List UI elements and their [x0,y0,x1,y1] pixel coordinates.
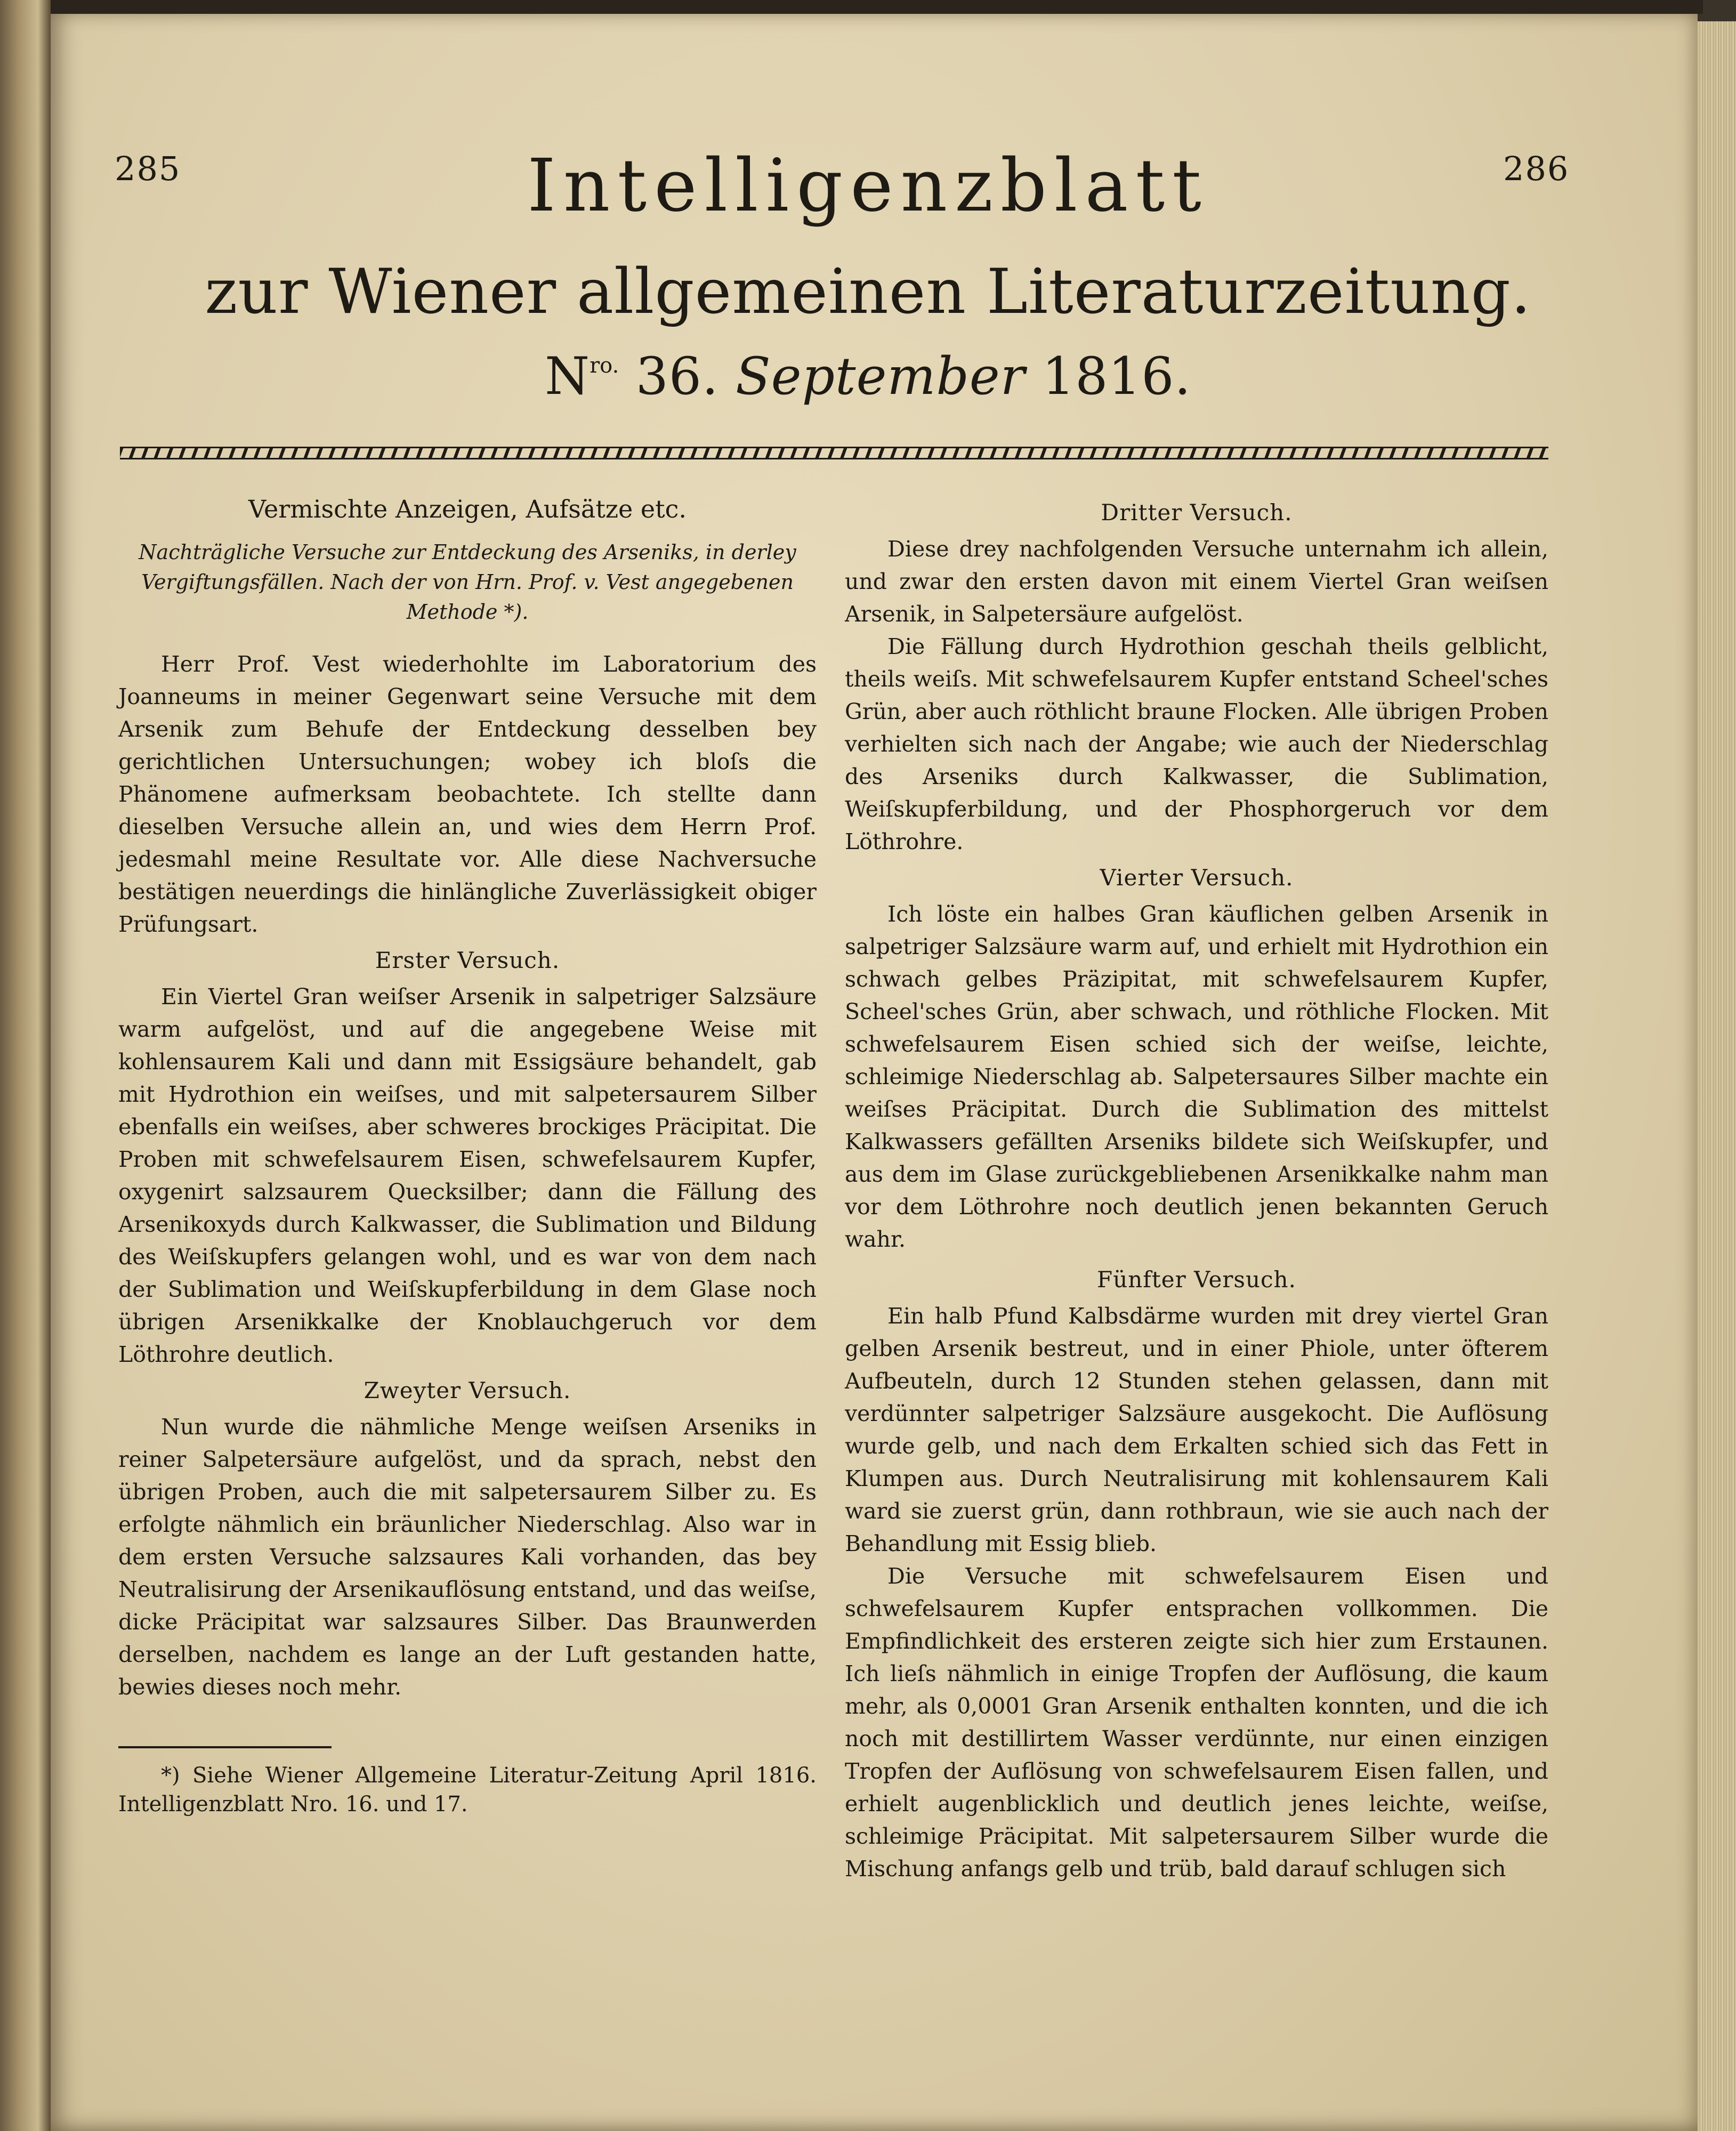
paragraph-dritter-versuch-a: Diese drey nachfolgenden Versuche unternahm ich allein, und zwar den ersten davon mit einem Viertel Gran weiſsen Arsenik, in Salpetersäure aufgelöst. [845,536,1548,627]
issue-number: 36. [635,346,719,406]
issue-month: September [735,346,1026,406]
heading-zweyter-versuch: Zweyter Versuch. [364,1377,571,1403]
right-column [845,493,1548,1885]
page-number-right: 286 [1503,149,1570,188]
masthead-subtitle: zur Wiener allgemeinen Literaturzeitung. [205,256,1531,328]
paragraph-erster-versuch: Ein Viertel Gran weiſser Arsenik in salpetriger Salzsäure warm aufgelöst, und auf die angegebene Weise mit kohlensaurem Kali und dann mit Essigsäure behandelt, gab mit Hydrothion ein weiſses, und mit salpetersaurem Silber ebenfalls ein weiſses, aber schweres brockiges Präcipitat. Die Proben mit schwefelsaurem Eisen, schwefelsaurem Kupfer, oxygenirt salzsaurem Quecksilber; dann die Fällung des Arsenikoxyds durch Kalkwasser, die Sublimation und Bildung des Weiſskupfers gelangen wohl, und es war von dem nach der Sublimation und Weiſskupferbildung in dem Glase noch übrigen Arsenikkalke der Knoblauchgeruch vor dem Löthrohre deutlich. [118,984,817,1367]
ornamental-rule [120,447,1548,459]
top-binding-shadow [51,0,1703,14]
article-subtitle: Nachträgliche Versuche zur Entdeckung des Arseniks, in derley Vergiftungsfällen. Nach der von Hrn. Prof. v. Vest angegebenen Methode *). [139,540,796,624]
paragraph-fuenfter-versuch-a: Ein halb Pfund Kalbsdärme wurden mit drey viertel Gran gelben Arsenik bestreut, und in einer Phiole, unter öfterem Aufbeuteln, durch 12 Stunden stehen gelassen, dann mit verdünnter salpetriger Salzsäure ausgekocht. Die Auflösung wurde gelb, und nach dem Erkalten schied sich das Fett in Klumpen aus. Durch Neutralisirung mit kohlensaurem Kali ward sie zuerst grün, dann rothbraun, wie sie auch nach der Behandlung mit Essig blieb. [845,1303,1548,1556]
heading-dritter-versuch: Dritter Versuch. [1101,499,1293,526]
heading-erster-versuch: Erster Versuch. [375,947,560,973]
heading-vierter-versuch: Vierter Versuch. [1100,865,1294,891]
paragraph-dritter-versuch-b: Die Fällung durch Hydrothion geschah theils gelblicht, theils weiſs. Mit schwefelsaurem Kupfer entstand Scheel'sches Grün, aber auch röthlicht braune Flocken. Alle übrigen Proben verhielten sich nach der Angabe; wie auch der Niederschlag des Arseniks durch Kalkwasser, die Sublimation, Weiſskupferbildung, und der Phosphorgeruch vor dem Löthrohre. [845,634,1548,854]
issue-year: 1816. [1042,346,1191,406]
footnote: *) Siehe Wiener Allgemeine Literatur-Zeitung April 1816. Intelligenzblatt Nro. 16. und 17. [118,1763,817,1817]
issue-line [0,346,1736,406]
page-stack-edges [1698,21,1736,2131]
section-heading: Vermischte Anzeigen, Aufsätze etc. [248,495,687,523]
masthead-title: Intelligenzblatt [527,144,1209,228]
heading-fuenfter-versuch: Fünfter Versuch. [1097,1266,1296,1293]
footnote-rule [118,1746,332,1748]
page-number-left: 285 [115,149,181,188]
issue-no-label: $N^{ro.}$ [545,346,619,406]
intro-paragraph: Herr Prof. Vest wiederhohlte im Laboratorium des Joanneums in meiner Gegenwart seine Versuche mit dem Arsenik zum Behufe der Entdeckung desselben bey gerichtlichen Untersuchungen; wobey ich bloſs die Phänomene aufmerksam beobachtete. Ich stellte dann dieselben Versuche allein an, und wies dem Herrn Prof. jedesmahl meine Resultate vor. Alle diese Nachversuche bestätigen neuerdings die hinlängliche Zuverlässigkeit obiger Prüfungsart. [118,651,817,937]
paragraph-zweyter-versuch: Nun wurde die nähmliche Menge weiſsen Arseniks in reiner Salpetersäure aufgelöst, und da sprach, nebst den übrigen Proben, auch die mit salpetersaurem Silber zu. Es erfolgte nähmlich ein bräunlicher Niederschlag. Also war in dem ersten Versuche salzsaures Kali vorhanden, das bey Neutralisirung der Arsenikauflösung entstand, und das weiſse, dicke Präcipitat war salzsaures Silber. Das Braunwerden derselben, nachdem es lange an der Luft gestanden hatte, bewies dieses noch mehr. [118,1414,817,1700]
paragraph-vierter-versuch: Ich löste ein halbes Gran käuflichen gelben Arsenik in salpetriger Salzsäure warm auf, und erhielt mit Hydrothion ein schwach gelbes Präzipitat, mit schwefelsaurem Kupfer, Scheel'sches Grün, aber schwach, und röthliche Flocken. Mit schwefelsaurem Eisen schied sich der weiſse, leichte, schleimige Niederschlag ab. Salpetersaures Silber machte ein weiſses Präcipitat. Durch die Sublimation des mittelst Kalkwassers gefällten Arseniks bildete sich Weiſskupfer, und aus dem im Glase zurückgebliebenen Arsenikkalke nahm man vor dem Löthrohre noch deutlich jenen bekannten Geruch wahr. [845,901,1548,1252]
paragraph-fuenfter-versuch-b: Die Versuche mit schwefelsaurem Eisen und schwefelsaurem Kupfer entsprachen vollkommen. Die Empfindlichkeit des ersteren zeigte sich hier zum Erstaunen. Ich lieſs nähmlich in einige Tropfen der Auflösung, die kaum mehr, als 0,0001 Gran Arsenik enthalten konnten, und die ich noch mit destillirtem Wasser verdünnte, nur einen einzigen Tropfen der Auflösung von schwefelsaurem Eisen fallen, und erhielt augenblicklich und deutlich jenes leichte, weiſse, schleimige Präcipitat. Mit salpetersaurem Silber wurde die Mischung anfangs gelb und trüb, bald darauf schlugen sich [845,1563,1548,1882]
left-column [118,493,817,1819]
